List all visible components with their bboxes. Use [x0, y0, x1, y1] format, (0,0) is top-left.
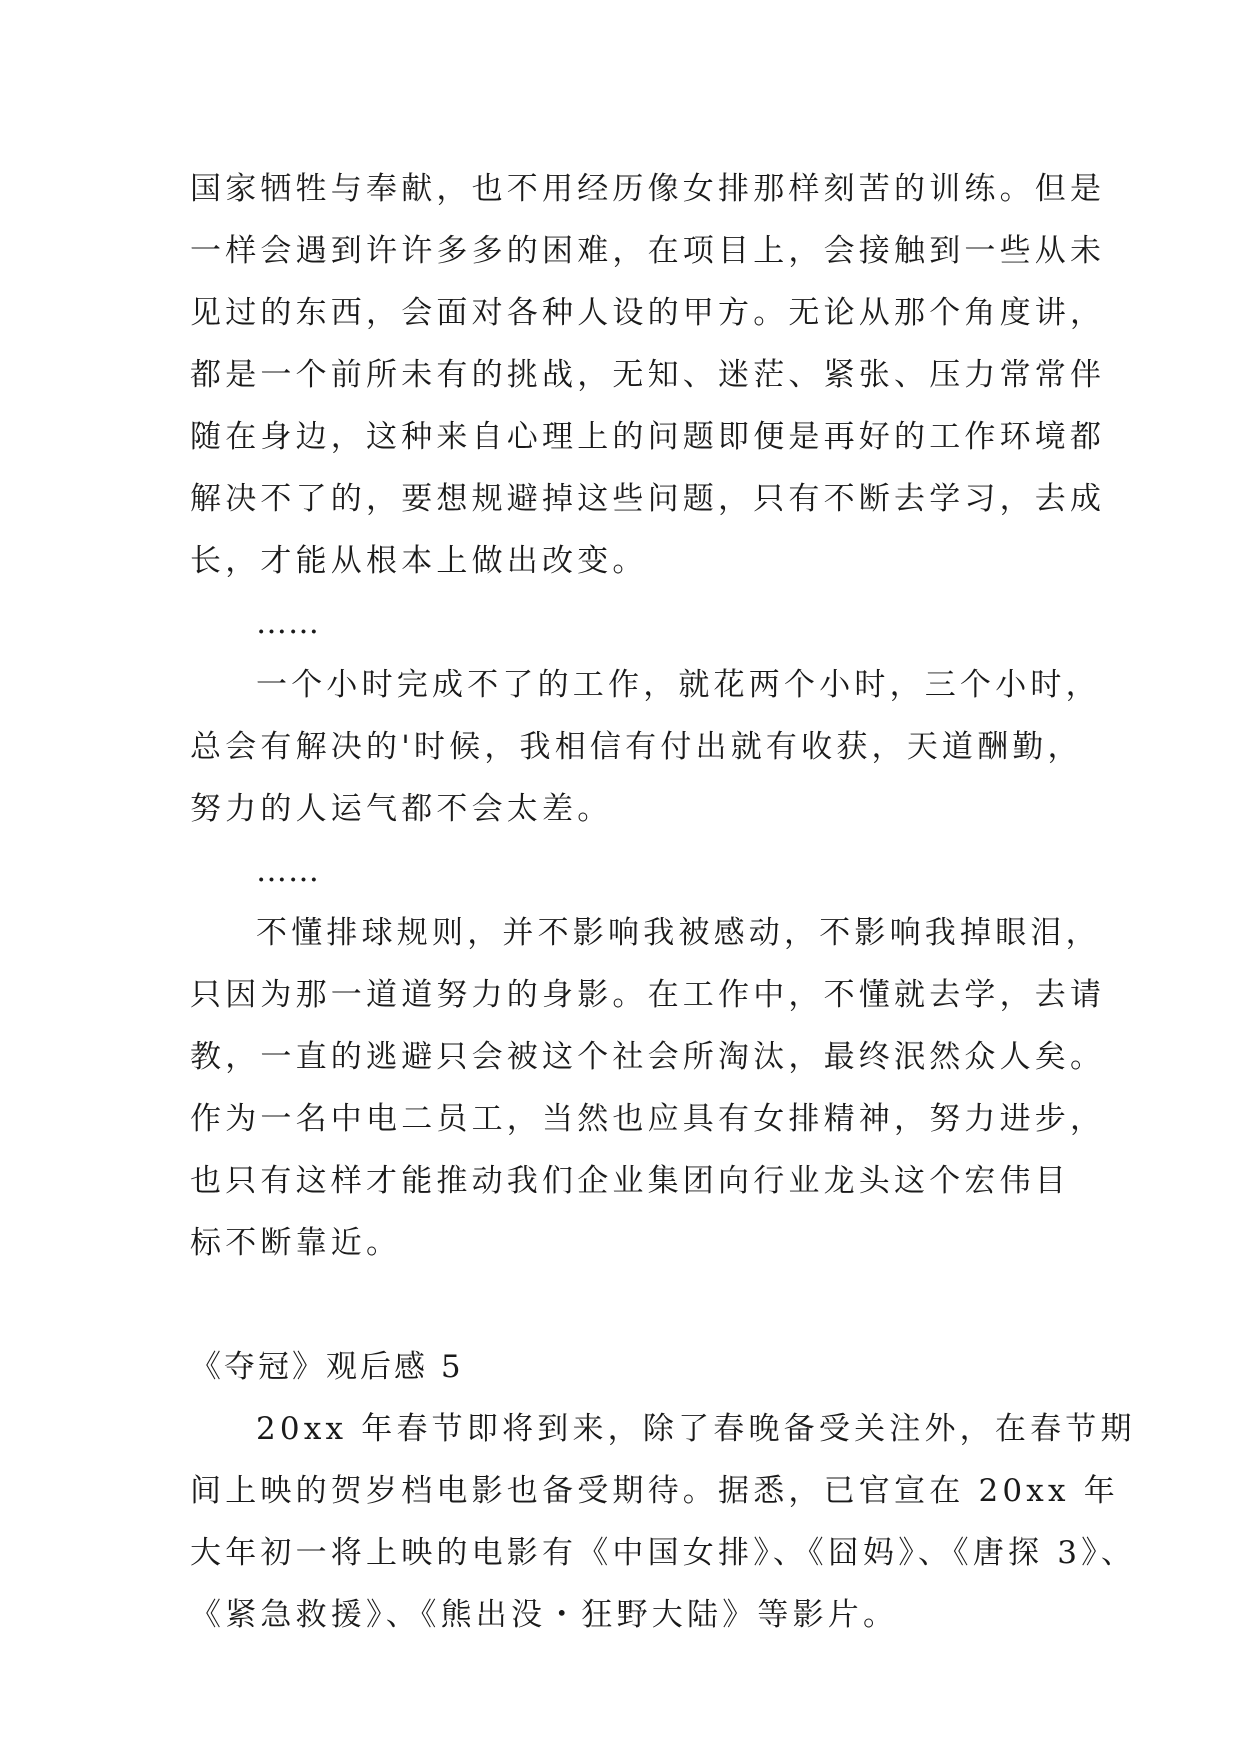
- ellipsis-separator: ……: [256, 605, 320, 641]
- paragraph-line: 解决不了的，要想规避掉这些问题，只有不断去学习，去成: [190, 481, 1106, 517]
- paragraph-line: 都是一个前所未有的挑战，无知、迷茫、紧张、压力常常伴: [190, 357, 1106, 393]
- paragraph-line: 20xx 年春节即将到来，除了春晚备受关注外，在春节期: [256, 1411, 1136, 1447]
- paragraph-2: [190, 654, 1101, 840]
- section-heading: 《夺冠》观后感 5: [190, 1349, 464, 1385]
- paragraph-line: 一样会遇到许许多多的困难，在项目上，会接触到一些从未: [190, 233, 1106, 269]
- paragraph-line: 努力的人运气都不会太差。: [190, 791, 613, 827]
- paragraph-line: 大年初一将上映的电影有《中国女排》、《囧妈》、《唐探 3》、: [190, 1535, 1137, 1571]
- paragraph-line: 只因为那一道道努力的身影。在工作中，不懂就去学，去请: [190, 977, 1106, 1013]
- paragraph-line: 《紧急救援》、《熊出没・狂野大陆》等影片。: [190, 1597, 899, 1633]
- paragraph-3: [190, 902, 1106, 1274]
- paragraph-line: 随在身边，这种来自心理上的问题即便是再好的工作环境都: [190, 419, 1106, 455]
- document-page: [190, 158, 1137, 1646]
- paragraph-4: [190, 1398, 1137, 1646]
- paragraph-line: 间上映的贺岁档电影也备受期待。据悉，已官宣在 20xx 年: [190, 1473, 1119, 1509]
- paragraph-line: 不懂排球规则，并不影响我被感动，不影响我掉眼泪，: [256, 915, 1101, 951]
- paragraph-line: 教，一直的逃避只会被这个社会所淘汰，最终泯然众人矣。: [190, 1039, 1106, 1075]
- blank-line: [190, 1274, 1070, 1336]
- paragraph-line: 作为一名中电二员工，当然也应具有女排精神，努力进步，: [190, 1101, 1106, 1137]
- paragraph-line: 长，才能从根本上做出改变。: [190, 543, 648, 579]
- paragraph-line: 见过的东西，会面对各种人设的甲方。无论从那个角度讲，: [190, 295, 1106, 331]
- paragraph-line: 一个小时完成不了的工作，就花两个小时，三个小时，: [256, 667, 1101, 703]
- paragraph-1: [190, 158, 1106, 592]
- paragraph-line: 总会有解决的'时候，我相信有付出就有收获，天道酬勤，: [190, 729, 1083, 765]
- ellipsis-separator: ……: [256, 853, 320, 889]
- paragraph-line: 也只有这样才能推动我们企业集团向行业龙头这个宏伟目: [190, 1163, 1070, 1199]
- paragraph-line: 标不断靠近。: [190, 1225, 402, 1261]
- paragraph-line: 国家牺牲与奉献，也不用经历像女排那样刻苦的训练。但是: [190, 171, 1106, 207]
